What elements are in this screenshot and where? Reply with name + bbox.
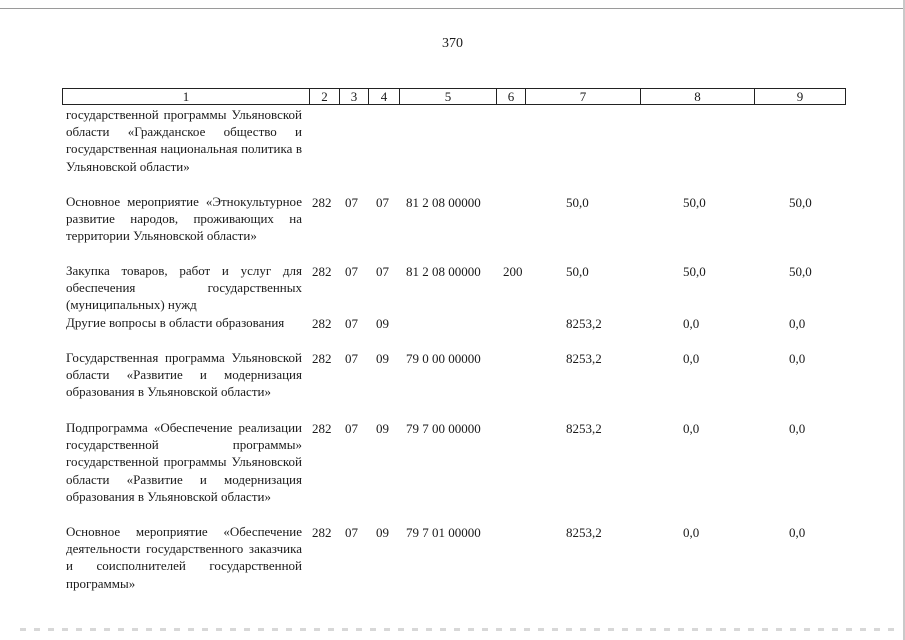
cell-ministry: 282 xyxy=(312,421,332,436)
cell-amount-7: 50,0 xyxy=(566,264,589,279)
cell-section: 07 xyxy=(345,421,358,436)
row-name: Основное мероприятие «Обеспечение деятельности государственного заказчика и соисполнителей государственной программы» xyxy=(66,524,302,591)
scan-bottom-noise xyxy=(20,628,900,631)
cell-target-code: 79 7 00 00000 xyxy=(406,421,481,436)
header-col-4: 4 xyxy=(369,89,400,104)
page-number: 370 xyxy=(442,36,463,51)
cell-amount-8: 50,0 xyxy=(683,264,706,279)
cell-amount-9: 50,0 xyxy=(789,195,812,210)
header-col-6: 6 xyxy=(497,89,526,104)
header-col-5: 5 xyxy=(400,89,497,104)
cell-section: 07 xyxy=(345,351,358,366)
cell-target-code: 79 7 01 00000 xyxy=(406,525,481,540)
cell-ministry: 282 xyxy=(312,351,332,366)
cell-amount-8: 50,0 xyxy=(683,195,706,210)
cell-amount-8: 0,0 xyxy=(683,421,700,436)
cell-target-code: 79 0 00 00000 xyxy=(406,351,481,366)
cell-amount-9: 0,0 xyxy=(789,525,806,540)
cell-amount-9: 50,0 xyxy=(789,264,812,279)
cell-expense-type: 200 xyxy=(503,264,523,279)
cell-section: 07 xyxy=(345,525,358,540)
row-name: Закупка товаров, работ и услуг для обеспечения государственных (муниципальных) нужд xyxy=(66,263,302,313)
cell-target-code: 81 2 08 00000 xyxy=(406,195,481,210)
cell-amount-9: 0,0 xyxy=(789,351,806,366)
row-name: Другие вопросы в области образования xyxy=(66,315,285,330)
cell-subsection: 09 xyxy=(376,525,389,540)
cell-amount-7: 8253,2 xyxy=(566,421,602,436)
header-col-1: 1 xyxy=(63,89,310,104)
cell-amount-7: 8253,2 xyxy=(566,316,602,331)
cell-subsection: 09 xyxy=(376,351,389,366)
cell-subsection: 09 xyxy=(376,316,389,331)
cell-amount-8: 0,0 xyxy=(683,316,700,331)
row-name: Основное мероприятие «Этнокультурное развитие народов, проживающих на территории Ульяновской области» xyxy=(66,194,302,244)
cell-subsection: 09 xyxy=(376,421,389,436)
cell-amount-9: 0,0 xyxy=(789,316,806,331)
cell-section: 07 xyxy=(345,195,358,210)
cell-ministry: 282 xyxy=(312,316,332,331)
header-col-3: 3 xyxy=(340,89,369,104)
cell-target-code: 81 2 08 00000 xyxy=(406,264,481,279)
cell-subsection: 07 xyxy=(376,264,389,279)
cell-ministry: 282 xyxy=(312,195,332,210)
row-name: Государственная программа Ульяновской области «Развитие и модернизация образования в Ульяновской области» xyxy=(66,350,302,400)
row-name: государственной программы Ульяновской области «Гражданское общество и государственная национальная политика в Ульяновской области» xyxy=(66,107,302,174)
cell-amount-7: 50,0 xyxy=(566,195,589,210)
cell-ministry: 282 xyxy=(312,264,332,279)
cell-amount-8: 0,0 xyxy=(683,525,700,540)
header-col-8: 8 xyxy=(641,89,755,104)
cell-amount-9: 0,0 xyxy=(789,421,806,436)
cell-section: 07 xyxy=(345,316,358,331)
cell-ministry: 282 xyxy=(312,525,332,540)
header-col-2: 2 xyxy=(310,89,340,104)
header-col-7: 7 xyxy=(526,89,641,104)
cell-amount-7: 8253,2 xyxy=(566,525,602,540)
cell-subsection: 07 xyxy=(376,195,389,210)
cell-amount-7: 8253,2 xyxy=(566,351,602,366)
cell-section: 07 xyxy=(345,264,358,279)
row-name: Подпрограмма «Обеспечение реализации государственной программы» государственной программы Ульяновской области «Развитие и модернизация образования в Ульяновской области» xyxy=(66,420,302,504)
cell-amount-8: 0,0 xyxy=(683,351,700,366)
header-col-9: 9 xyxy=(796,89,804,104)
